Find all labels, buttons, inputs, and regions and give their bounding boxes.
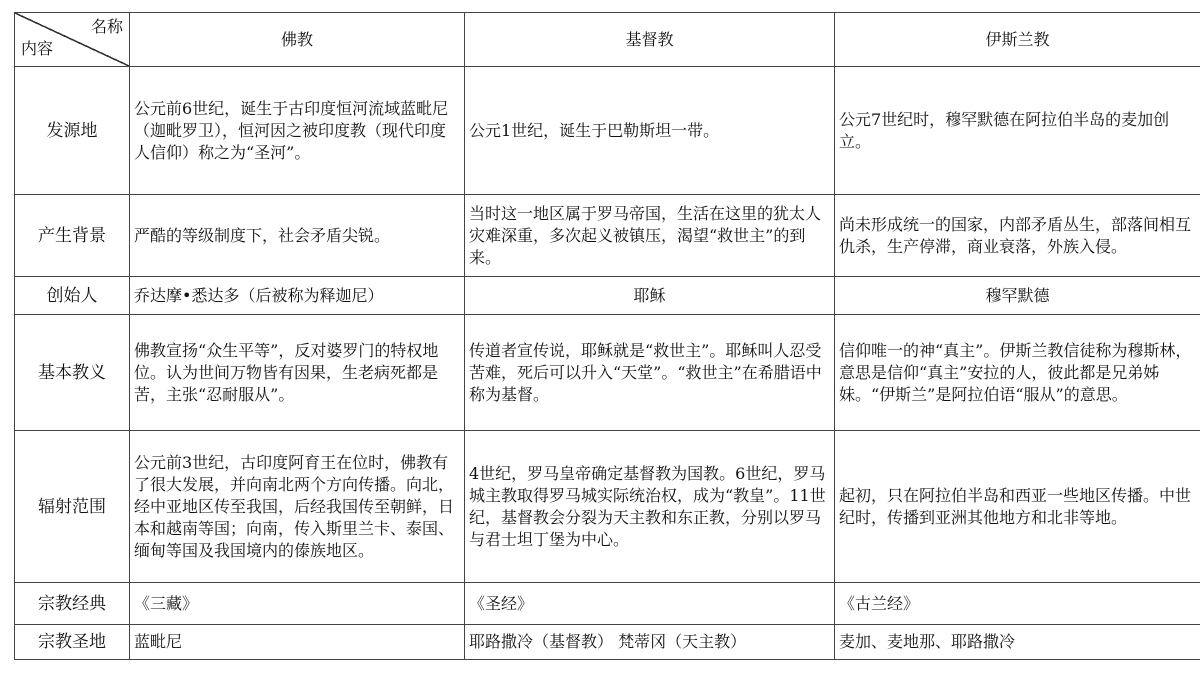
row-label-holy-site: 宗教圣地	[15, 625, 130, 660]
cell-buddhism-holy-site: 蓝毗尼	[130, 625, 465, 660]
column-header-buddhism: 佛教	[130, 13, 465, 67]
table-row	[15, 583, 1200, 625]
cell-buddhism-background: 严酷的等级制度下，社会矛盾尖锐。	[130, 195, 465, 277]
corner-content-label: 内容	[21, 39, 54, 58]
header-row	[15, 13, 1200, 67]
cell-islam-origin: 公元7世纪时，穆罕默德在阿拉伯半岛的麦加创立。	[835, 67, 1200, 195]
row-label-spread: 辐射范围	[15, 431, 130, 583]
cell-buddhism-doctrine: 佛教宣扬“众生平等”，反对婆罗门的特权地位。认为世间万物皆有因果，生老病死都是苦，主张“忍耐服从”。	[130, 315, 465, 431]
cell-islam-doctrine: 信仰唯一的神“真主”。伊斯兰教信徒称为穆斯林，意思是信仰“真主”安拉的人，彼此都是兄弟姊妹。“伊斯兰”是阿拉伯语“服从”的意思。	[835, 315, 1200, 431]
cell-christianity-holy-site: 耶路撒冷（基督教） 梵蒂冈（天主教）	[465, 625, 835, 660]
table-row	[15, 277, 1200, 315]
row-label-origin: 发源地	[15, 67, 130, 195]
row-label-scripture: 宗教经典	[15, 583, 130, 625]
cell-christianity-doctrine: 传道者宣传说，耶稣就是“救世主”。耶稣叫人忍受苦难，死后可以升入“天堂”。“救世主”在希腊语中称为基督。	[465, 315, 835, 431]
religion-comparison-table	[14, 12, 1200, 660]
row-label-background: 产生背景	[15, 195, 130, 277]
cell-islam-background: 尚未形成统一的国家，内部矛盾丛生，部落间相互仇杀，生产停滞，商业衰落，外族入侵。	[835, 195, 1200, 277]
cell-islam-spread: 起初，只在阿拉伯半岛和西亚一些地区传播。中世纪时，传播到亚洲其他地方和北非等地。	[835, 431, 1200, 583]
table-row	[15, 431, 1200, 583]
cell-islam-holy-site: 麦加、麦地那、耶路撒冷	[835, 625, 1200, 660]
table-row	[15, 315, 1200, 431]
column-header-christianity: 基督教	[465, 13, 835, 67]
cell-buddhism-founder: 乔达摩•悉达多（后被称为释迦尼）	[130, 277, 465, 315]
cell-buddhism-spread: 公元前3世纪，古印度阿育王在位时，佛教有了很大发展，并向南北两个方向传播。向北，经中亚地区传至我国，后经我国传至朝鲜，日本和越南等国；向南，传入斯里兰卡、泰国、缅甸等国及我国境内的傣族地区。	[130, 431, 465, 583]
cell-buddhism-scripture: 《三藏》	[130, 583, 465, 625]
table-row	[15, 625, 1200, 660]
cell-christianity-spread: 4世纪，罗马皇帝确定基督教为国教。6世纪，罗马城主教取得罗马城实际统治权，成为“教皇”。11世纪，基督教会分裂为天主教和东正教，分别以罗马与君士坦丁堡为中心。	[465, 431, 835, 583]
cell-christianity-founder: 耶稣	[465, 277, 835, 315]
cell-buddhism-origin: 公元前6世纪，诞生于古印度恒河流域蓝毗尼（迦毗罗卫），恒河因之被印度教（现代印度人信仰）称之为“圣河”。	[130, 67, 465, 195]
corner-name-label: 名称	[90, 17, 123, 36]
table-row	[15, 195, 1200, 277]
column-header-islam: 伊斯兰教	[835, 13, 1200, 67]
corner-header-cell	[15, 13, 130, 67]
cell-islam-scripture: 《古兰经》	[835, 583, 1200, 625]
row-label-doctrine: 基本教义	[15, 315, 130, 431]
cell-christianity-scripture: 《圣经》	[465, 583, 835, 625]
cell-islam-founder: 穆罕默德	[835, 277, 1200, 315]
cell-christianity-origin: 公元1世纪，诞生于巴勒斯坦一带。	[465, 67, 835, 195]
row-label-founder: 创始人	[15, 277, 130, 315]
table-row	[15, 67, 1200, 195]
cell-christianity-background: 当时这一地区属于罗马帝国，生活在这里的犹太人灾难深重，多次起义被镇压，渴望“救世主”的到来。	[465, 195, 835, 277]
